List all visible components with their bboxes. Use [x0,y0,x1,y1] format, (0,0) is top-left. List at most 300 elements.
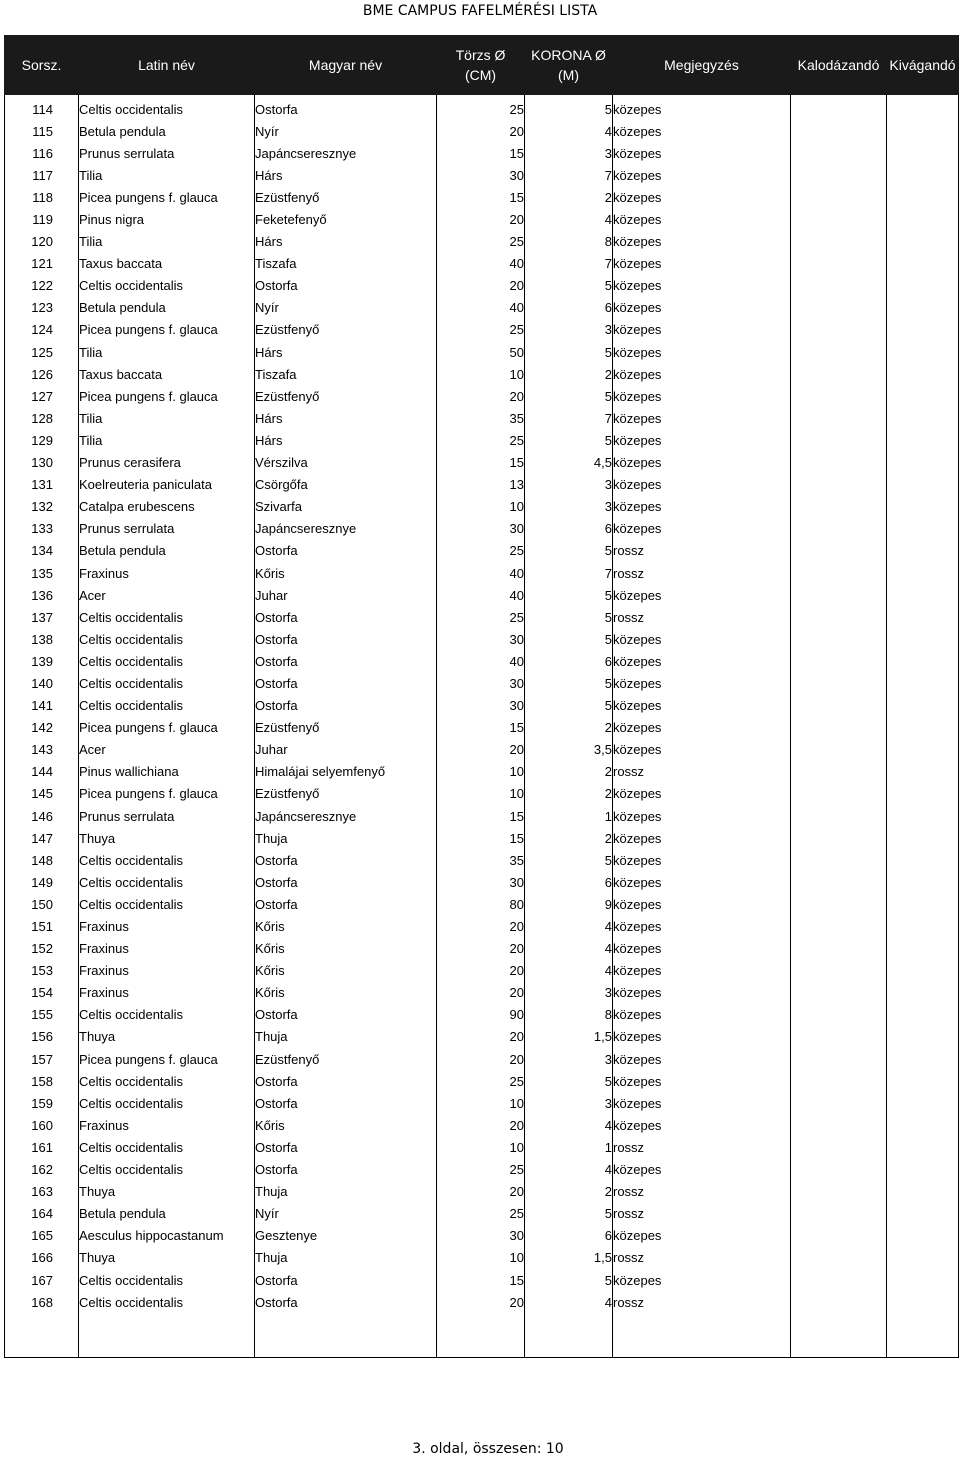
cell-serial: 122 [5,275,79,297]
cell-crown-diameter: 4,5 [525,452,613,474]
cell-hungarian-name: Ostorfa [255,849,437,871]
cell-crown-diameter: 4 [525,1159,613,1181]
cell-notes: rossz [613,562,791,584]
cell-serial: 142 [5,717,79,739]
cell-latin-name: Taxus baccata [79,363,255,385]
table-row [5,275,959,297]
table-row [5,95,959,121]
cell-trunk-diameter [437,1335,525,1358]
table-row [5,452,959,474]
cell-fell [887,1092,959,1114]
cell-hungarian-name: Ostorfa [255,275,437,297]
table-row [5,960,959,982]
cell-hungarian-name: Thuja [255,1026,437,1048]
cell-serial: 150 [5,893,79,915]
table-row [5,783,959,805]
table-row [5,1092,959,1114]
cell-latin-name: Thuya [79,827,255,849]
table-row [5,231,959,253]
cell-notes: közepes [613,186,791,208]
cell-hungarian-name: Kőris [255,960,437,982]
cell-trunk-diameter: 25 [437,319,525,341]
cell-notes: közepes [613,496,791,518]
header-trunk-diameter: Törzs Ø (CM) [437,36,525,95]
cell-latin-name: Picea pungens f. glauca [79,186,255,208]
cell-trunk-diameter: 40 [437,584,525,606]
cell-cage [791,496,887,518]
cell-trunk-diameter: 30 [437,628,525,650]
cell-serial: 163 [5,1181,79,1203]
cell-hungarian-name: Thuja [255,1181,437,1203]
cell-hungarian-name: Nyír [255,120,437,142]
cell-notes: rossz [613,1291,791,1313]
cell-crown-diameter: 3,5 [525,739,613,761]
cell-latin-name: Betula pendula [79,540,255,562]
cell-serial: 149 [5,871,79,893]
cell-notes: közepes [613,120,791,142]
cell-fell [887,1181,959,1203]
cell-cage [791,297,887,319]
cell-notes: közepes [613,1092,791,1114]
cell-notes: rossz [613,1247,791,1269]
cell-serial: 128 [5,407,79,429]
cell-cage [791,783,887,805]
cell-latin-name: Koelreuteria paniculata [79,474,255,496]
cell-fell [887,717,959,739]
cell-latin-name: Celtis occidentalis [79,606,255,628]
cell-crown-diameter: 5 [525,606,613,628]
cell-crown-diameter: 6 [525,1225,613,1247]
cell-latin-name: Prunus serrulata [79,805,255,827]
cell-latin-name: Tilia [79,407,255,429]
cell-trunk-diameter: 13 [437,474,525,496]
cell-latin-name: Celtis occidentalis [79,1092,255,1114]
header-row [5,36,959,95]
cell-crown-diameter: 3 [525,1048,613,1070]
cell-crown-diameter: 4 [525,208,613,230]
table-row [5,695,959,717]
table-row [5,164,959,186]
cell-trunk-diameter: 15 [437,186,525,208]
cell-crown-diameter: 7 [525,253,613,275]
cell-notes: közepes [613,518,791,540]
table-row [5,341,959,363]
cell-cage [791,628,887,650]
cell-fell [887,1004,959,1026]
cell-crown-diameter: 5 [525,275,613,297]
cell-serial: 123 [5,297,79,319]
cell-crown-diameter: 4 [525,938,613,960]
cell-cage [791,1004,887,1026]
table-row [5,1048,959,1070]
cell-crown-diameter: 2 [525,783,613,805]
cell-cage [791,871,887,893]
cell-serial: 129 [5,429,79,451]
cell-cage [791,1313,887,1335]
cell-fell [887,606,959,628]
cell-latin-name: Prunus serrulata [79,518,255,540]
cell-fell [887,253,959,275]
cell-trunk-diameter: 10 [437,363,525,385]
table-row [5,208,959,230]
cell-serial: 127 [5,385,79,407]
cell-cage [791,341,887,363]
cell-latin-name: Tilia [79,164,255,186]
cell-latin-name: Prunus cerasifera [79,452,255,474]
cell-fell [887,805,959,827]
cell-cage [791,849,887,871]
cell-cage [791,1247,887,1269]
cell-hungarian-name: Ostorfa [255,1136,437,1158]
cell-hungarian-name: Hárs [255,341,437,363]
table-row [5,1070,959,1092]
cell-serial: 121 [5,253,79,275]
cell-trunk-diameter: 50 [437,341,525,363]
cell-trunk-diameter: 40 [437,562,525,584]
table-row [5,407,959,429]
cell-serial: 168 [5,1291,79,1313]
cell-crown-diameter: 1,5 [525,1026,613,1048]
cell-latin-name: Fraxinus [79,1114,255,1136]
cell-crown-diameter: 4 [525,120,613,142]
page-footer: 3. oldal, összesen: 10 [412,1441,564,1457]
table-row [5,871,959,893]
table-row [5,805,959,827]
table-row [5,474,959,496]
cell-fell [887,164,959,186]
cell-trunk-diameter: 20 [437,208,525,230]
cell-trunk-diameter: 15 [437,717,525,739]
cell-serial: 117 [5,164,79,186]
table-row [5,849,959,871]
cell-cage [791,672,887,694]
table-row [5,253,959,275]
cell-cage [791,95,887,121]
cell-latin-name: Celtis occidentalis [79,672,255,694]
cell-trunk-diameter: 40 [437,297,525,319]
cell-fell [887,982,959,1004]
cell-trunk-diameter: 20 [437,739,525,761]
cell-crown-diameter: 5 [525,672,613,694]
table-row [5,893,959,915]
cell-notes: közepes [613,1114,791,1136]
cell-cage [791,120,887,142]
cell-cage [791,1335,887,1358]
cell-fell [887,1291,959,1313]
cell-crown-diameter: 4 [525,960,613,982]
cell-crown-diameter: 6 [525,650,613,672]
header-hungarian-name: Magyar név [255,36,437,95]
cell-crown-diameter: 7 [525,562,613,584]
cell-hungarian-name: Ostorfa [255,1092,437,1114]
cell-fell [887,783,959,805]
cell-fell [887,695,959,717]
cell-fell [887,849,959,871]
cell-serial: 154 [5,982,79,1004]
cell-serial: 165 [5,1225,79,1247]
cell-cage [791,982,887,1004]
cell-crown-diameter: 7 [525,164,613,186]
cell-notes: közepes [613,297,791,319]
cell-notes: közepes [613,429,791,451]
cell-notes: közepes [613,938,791,960]
cell-notes: közepes [613,982,791,1004]
cell-hungarian-name: Japáncseresznye [255,518,437,540]
cell-fell [887,938,959,960]
cell-hungarian-name: Kőris [255,982,437,1004]
cell-fell [887,584,959,606]
cell-trunk-diameter: 25 [437,1159,525,1181]
cell-fell [887,628,959,650]
cell-cage [791,1159,887,1181]
table-row [5,496,959,518]
cell-notes: közepes [613,341,791,363]
cell-serial: 138 [5,628,79,650]
cell-serial: 160 [5,1114,79,1136]
cell-cage [791,208,887,230]
cell-crown-diameter: 5 [525,95,613,121]
cell-trunk-diameter: 10 [437,496,525,518]
cell-hungarian-name: Ezüstfenyő [255,319,437,341]
document-title: BME CAMPUS FAFELMÉRÉSI LISTA [362,3,598,19]
table-row [5,186,959,208]
cell-latin-name: Betula pendula [79,1203,255,1225]
cell-latin-name: Celtis occidentalis [79,628,255,650]
cell-notes: közepes [613,407,791,429]
cell-serial: 135 [5,562,79,584]
cell-latin-name [79,1313,255,1335]
table-row [5,717,959,739]
cell-notes: közepes [613,871,791,893]
cell-notes: rossz [613,1181,791,1203]
cell-latin-name: Fraxinus [79,938,255,960]
cell-notes: közepes [613,584,791,606]
cell-cage [791,584,887,606]
cell-trunk-diameter: 15 [437,142,525,164]
cell-crown-diameter: 5 [525,628,613,650]
cell-notes: közepes [613,915,791,937]
cell-trunk-diameter: 20 [437,1181,525,1203]
cell-latin-name: Fraxinus [79,982,255,1004]
cell-hungarian-name: Ostorfa [255,606,437,628]
cell-fell [887,1313,959,1335]
cell-hungarian-name: Gesztenye [255,1225,437,1247]
cell-trunk-diameter: 90 [437,1004,525,1026]
cell-cage [791,960,887,982]
cell-trunk-diameter: 15 [437,805,525,827]
cell-latin-name: Picea pungens f. glauca [79,385,255,407]
cell-latin-name: Celtis occidentalis [79,871,255,893]
table-row [5,1181,959,1203]
cell-trunk-diameter: 80 [437,893,525,915]
table-row [5,1335,959,1358]
cell-crown-diameter: 2 [525,363,613,385]
cell-cage [791,650,887,672]
cell-serial: 164 [5,1203,79,1225]
cell-trunk-diameter: 10 [437,1092,525,1114]
cell-cage [791,1291,887,1313]
cell-serial: 126 [5,363,79,385]
cell-hungarian-name: Nyír [255,297,437,319]
cell-cage [791,1136,887,1158]
cell-latin-name: Acer [79,584,255,606]
header-notes: Megjegyzés [613,36,791,95]
cell-trunk-diameter: 20 [437,385,525,407]
cell-fell [887,474,959,496]
cell-hungarian-name: Kőris [255,562,437,584]
table-row [5,628,959,650]
cell-serial: 140 [5,672,79,694]
cell-fell [887,672,959,694]
cell-cage [791,452,887,474]
cell-serial: 115 [5,120,79,142]
cell-trunk-diameter: 20 [437,120,525,142]
cell-cage [791,407,887,429]
cell-serial: 137 [5,606,79,628]
cell-cage [791,893,887,915]
cell-crown-diameter: 6 [525,518,613,540]
cell-trunk-diameter: 35 [437,407,525,429]
cell-trunk-diameter: 30 [437,695,525,717]
cell-trunk-diameter: 25 [437,231,525,253]
cell-notes: rossz [613,1136,791,1158]
cell-trunk-diameter: 20 [437,1291,525,1313]
cell-latin-name: Pinus wallichiana [79,761,255,783]
cell-notes [613,1313,791,1335]
cell-notes: közepes [613,849,791,871]
cell-cage [791,253,887,275]
cell-crown-diameter: 5 [525,429,613,451]
cell-hungarian-name: Ostorfa [255,1159,437,1181]
cell-cage [791,1114,887,1136]
cell-crown-diameter: 2 [525,1181,613,1203]
cell-serial: 139 [5,650,79,672]
cell-fell [887,1203,959,1225]
cell-serial: 141 [5,695,79,717]
cell-crown-diameter: 5 [525,1269,613,1291]
cell-cage [791,1203,887,1225]
cell-crown-diameter: 3 [525,496,613,518]
cell-trunk-diameter: 30 [437,518,525,540]
cell-hungarian-name: Ostorfa [255,628,437,650]
cell-serial: 148 [5,849,79,871]
cell-fell [887,142,959,164]
cell-notes: közepes [613,164,791,186]
cell-trunk-diameter: 25 [437,540,525,562]
cell-cage [791,1181,887,1203]
cell-fell [887,827,959,849]
cell-notes: közepes [613,1070,791,1092]
table-row [5,1004,959,1026]
cell-latin-name: Celtis occidentalis [79,650,255,672]
cell-notes: rossz [613,606,791,628]
cell-hungarian-name: Nyír [255,1203,437,1225]
cell-notes: közepes [613,1026,791,1048]
cell-cage [791,805,887,827]
cell-hungarian-name: Hárs [255,231,437,253]
header-cage: Kalodázandó [791,36,887,95]
cell-crown-diameter: 5 [525,1070,613,1092]
cell-trunk-diameter: 20 [437,1026,525,1048]
table-row [5,606,959,628]
cell-fell [887,341,959,363]
cell-crown-diameter: 3 [525,319,613,341]
cell-notes: közepes [613,1225,791,1247]
header-fell: Kivágandó [887,36,959,95]
cell-trunk-diameter: 20 [437,1114,525,1136]
cell-latin-name: Aesculus hippocastanum [79,1225,255,1247]
cell-fell [887,540,959,562]
cell-latin-name: Betula pendula [79,297,255,319]
cell-serial: 155 [5,1004,79,1026]
cell-serial: 157 [5,1048,79,1070]
cell-trunk-diameter: 30 [437,672,525,694]
cell-cage [791,164,887,186]
cell-hungarian-name: Ostorfa [255,695,437,717]
table-row [5,518,959,540]
cell-trunk-diameter: 25 [437,1203,525,1225]
cell-cage [791,275,887,297]
cell-latin-name: Celtis occidentalis [79,1004,255,1026]
table-row [5,1269,959,1291]
cell-trunk-diameter: 15 [437,452,525,474]
tree-survey-table [4,35,959,1358]
cell-fell [887,231,959,253]
cell-hungarian-name: Feketefenyő [255,208,437,230]
cell-crown-diameter: 2 [525,827,613,849]
cell-latin-name: Celtis occidentalis [79,1291,255,1313]
cell-hungarian-name: Thuja [255,827,437,849]
cell-latin-name: Celtis occidentalis [79,1136,255,1158]
cell-notes: közepes [613,827,791,849]
cell-notes: közepes [613,1004,791,1026]
cell-cage [791,1048,887,1070]
cell-serial: 152 [5,938,79,960]
cell-latin-name: Picea pungens f. glauca [79,717,255,739]
table-row [5,1313,959,1335]
cell-hungarian-name: Japáncseresznye [255,805,437,827]
cell-fell [887,562,959,584]
cell-cage [791,761,887,783]
cell-latin-name: Celtis occidentalis [79,893,255,915]
cell-trunk-diameter: 20 [437,915,525,937]
cell-latin-name: Celtis occidentalis [79,849,255,871]
cell-notes: rossz [613,1203,791,1225]
cell-fell [887,761,959,783]
cell-crown-diameter: 4 [525,915,613,937]
cell-cage [791,540,887,562]
cell-crown-diameter [525,1335,613,1358]
cell-crown-diameter: 3 [525,1092,613,1114]
table-row [5,319,959,341]
cell-fell [887,960,959,982]
cell-fell [887,496,959,518]
cell-serial: 119 [5,208,79,230]
cell-latin-name: Catalpa erubescens [79,496,255,518]
table-row [5,1203,959,1225]
cell-serial: 146 [5,805,79,827]
cell-notes: közepes [613,1048,791,1070]
cell-hungarian-name: Ezüstfenyő [255,385,437,407]
cell-cage [791,739,887,761]
cell-latin-name: Thuya [79,1247,255,1269]
cell-fell [887,429,959,451]
cell-hungarian-name: Juhar [255,584,437,606]
cell-latin-name: Fraxinus [79,960,255,982]
cell-fell [887,518,959,540]
cell-fell [887,1159,959,1181]
cell-trunk-diameter: 25 [437,429,525,451]
